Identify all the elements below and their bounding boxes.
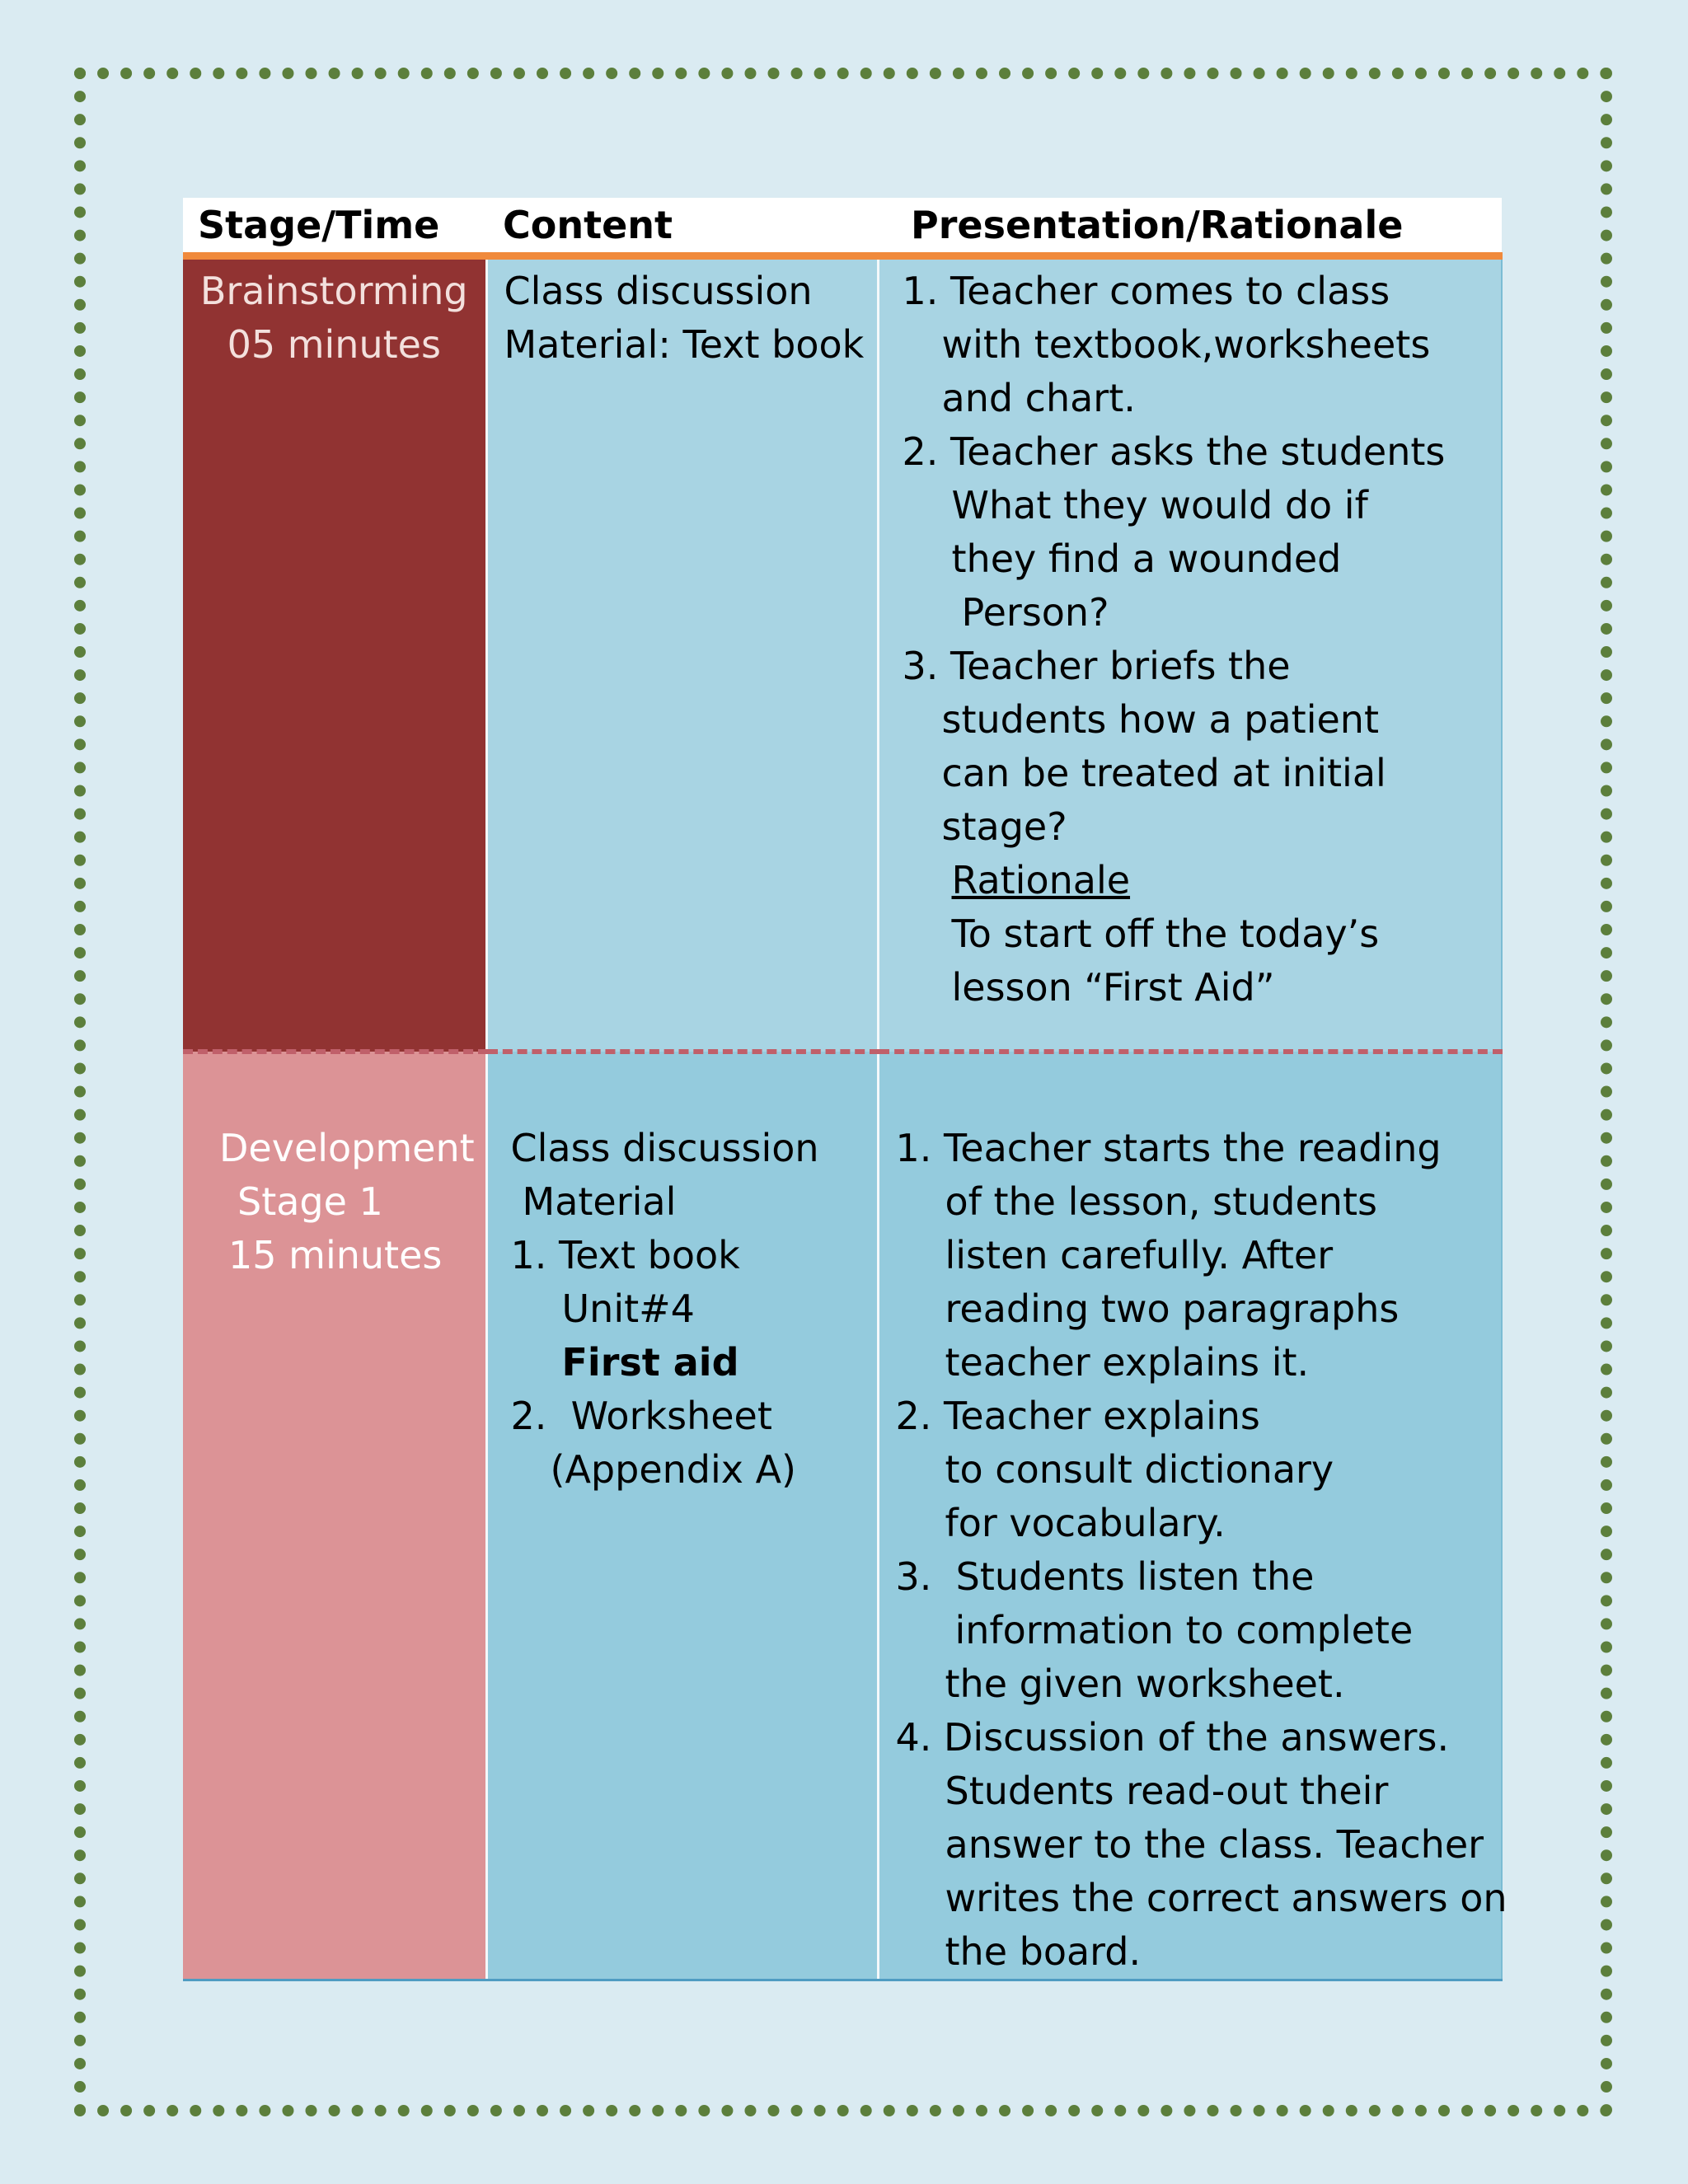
- presentation-line: 3. Students listen the: [895, 1554, 1315, 1599]
- stage-name: Development: [219, 1125, 475, 1170]
- content-line: 2. Worksheet: [510, 1393, 772, 1438]
- presentation-line: 4. Discussion of the answers.: [895, 1714, 1450, 1760]
- stage-cell-development: [183, 1052, 486, 1980]
- content-line: Class discussion: [504, 269, 813, 313]
- presentation-line: stage?: [941, 804, 1067, 849]
- content-line-bold: First aid: [561, 1339, 739, 1385]
- presentation-line: 2. Teacher explains: [895, 1393, 1260, 1438]
- presentation-line: 3. Teacher briefs the: [902, 644, 1291, 688]
- presentation-line: listen carefully. After: [945, 1232, 1334, 1277]
- content-line: Material: Text book: [504, 322, 865, 367]
- header-content: Content: [486, 198, 878, 256]
- presentation-line: Person?: [961, 590, 1109, 635]
- presentation-line: information to complete: [954, 1607, 1414, 1652]
- presentation-line: the given worksheet.: [945, 1661, 1345, 1706]
- presentation-line: to consult dictionary: [945, 1446, 1334, 1492]
- content-line: (Appendix A): [550, 1446, 797, 1492]
- presentation-line: with textbook,worksheets: [941, 322, 1431, 367]
- stage-time: 15 minutes: [228, 1232, 443, 1277]
- presentation-line: 1. Teacher starts the reading: [895, 1125, 1442, 1170]
- presentation-line: can be treated at initial: [941, 751, 1386, 795]
- presentation-line: they find a wounded: [951, 537, 1342, 581]
- stage-name: Brainstorming: [199, 269, 468, 313]
- presentation-line: 2. Teacher asks the students: [902, 429, 1446, 474]
- content-line: 1. Text book: [510, 1232, 740, 1277]
- presentation-line: Students read-out their: [945, 1768, 1389, 1813]
- table-row-development: [183, 1052, 1502, 1980]
- presentation-line: for vocabulary.: [945, 1500, 1226, 1545]
- presentation-line: answer to the class. Teacher: [945, 1821, 1484, 1867]
- presentation-line: What they would do if: [951, 483, 1368, 527]
- presentation-cell-development: [878, 1052, 1507, 1980]
- presentation-line: writes the correct answers on: [945, 1875, 1507, 1920]
- header-stage-time: Stage/Time: [183, 198, 486, 256]
- table-row-brainstorming: [183, 256, 1502, 1052]
- content-cell-brainstorming: [486, 256, 878, 1052]
- presentation-line: teacher explains it.: [945, 1339, 1310, 1385]
- header-row: [183, 198, 1502, 256]
- rationale-heading: Rationale: [951, 858, 1131, 902]
- rationale-line: lesson “First Aid”: [951, 965, 1275, 1010]
- stage-cell-brainstorming: [183, 256, 486, 1052]
- presentation-line: 1. Teacher comes to class: [902, 269, 1390, 313]
- presentation-line: the board.: [945, 1929, 1142, 1974]
- rationale-line: To start off the today’s: [951, 912, 1380, 956]
- stage-subname: Stage 1: [237, 1179, 383, 1224]
- content-line: Material: [522, 1179, 677, 1224]
- presentation-line: of the lesson, students: [945, 1179, 1377, 1224]
- content-line: Class discussion: [510, 1125, 819, 1170]
- header-presentation-rationale: Presentation/Rationale: [878, 198, 1502, 256]
- stage-time: 05 minutes: [227, 322, 441, 367]
- content-cell-development: [486, 1052, 878, 1980]
- lesson-plan-table: [183, 198, 1507, 1981]
- content-line: Unit#4: [561, 1286, 695, 1331]
- presentation-line: reading two paragraphs: [945, 1286, 1400, 1331]
- presentation-cell-brainstorming: [878, 256, 1502, 1052]
- presentation-line: and chart.: [941, 376, 1136, 420]
- presentation-line: students how a patient: [941, 697, 1379, 742]
- table-header: [183, 198, 1502, 256]
